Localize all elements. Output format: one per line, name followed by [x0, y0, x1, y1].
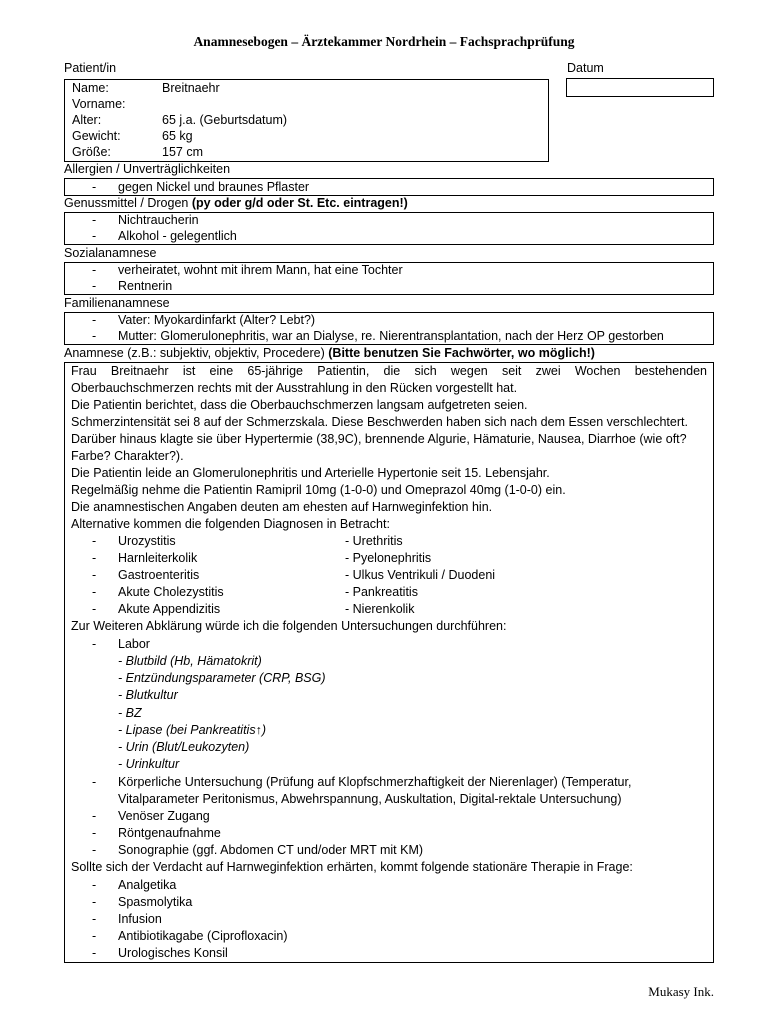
dash: - — [92, 551, 97, 565]
dash: - — [92, 775, 97, 789]
labor-subitem: - Urinkultur — [118, 757, 180, 771]
dash: - — [92, 329, 97, 343]
patient-label: Patient/in — [64, 61, 117, 75]
diff-right-item: - Urethritis — [345, 534, 403, 548]
family-item: Vater: Myokardinfarkt (Alter? Lebt?) — [118, 313, 316, 327]
anamnesis-line: Die Patientin berichtet, dass die Oberbauchschmerzen langsam aufgetreten seien. — [71, 398, 528, 412]
anamnesis-line: Farbe? Charakter?). — [71, 449, 184, 463]
anamnesis-line: Darüber hinaus klagte sie über Hypertermie (38,9C), brennende Algurie, Hämaturie, Nausea, Diarrhoe (wie oft? — [71, 432, 687, 446]
page-title: Anamnesebogen – Ärztekammer Nordrhein – Fachsprachprüfung — [193, 34, 575, 49]
therapy-item: Antibiotikagabe (Ciprofloxacin) — [118, 929, 288, 943]
age-label: Alter: — [72, 113, 102, 127]
diff-right-item: - Pankreatitis — [345, 585, 418, 599]
allergy-item: gegen Nickel und braunes Pflaster — [118, 180, 310, 194]
dash: - — [92, 263, 97, 277]
diff-right-item: - Pyelonephritis — [345, 551, 432, 565]
labor-subitem: - Entzündungsparameter (CRP, BSG) — [118, 671, 326, 685]
diff-left-item: Gastroenteritis — [118, 568, 200, 582]
labor-subitem: - BZ — [118, 706, 142, 720]
family-label: Familienanamnese — [64, 296, 170, 310]
anamnesis-heading — [64, 346, 595, 360]
dash: - — [92, 568, 97, 582]
labor-item: Labor — [118, 637, 150, 651]
anamnesis-line: Die Patientin leide an Glomerulonephritis und Arterielle Hypertonie seit 15. Lebensjahr. — [71, 466, 550, 480]
exam-item: Körperliche Untersuchung (Prüfung auf Klopfschmerzhaftigkeit der Nierenlager) (Temperatur, — [118, 775, 632, 789]
anamnesis-hint: (z.B.: subjektiv, objektiv, Procedere) — [127, 346, 325, 360]
stimulants-box — [64, 212, 714, 245]
diff-right-item: - Ulkus Ventrikuli / Duodeni — [345, 568, 496, 582]
social-item: Rentnerin — [118, 279, 173, 293]
stimulants-heading — [64, 196, 408, 210]
dash: - — [92, 229, 97, 243]
age-value: 65 j.a. (Geburtsdatum) — [162, 113, 288, 127]
dash: - — [92, 313, 97, 327]
therapy-item: Analgetika — [118, 878, 177, 892]
anamnesis-box — [64, 362, 714, 963]
dash: - — [92, 826, 97, 840]
diff-left-item: Urozystitis — [118, 534, 176, 548]
height-label: Größe: — [72, 145, 111, 159]
date-field[interactable] — [566, 78, 714, 97]
exam-intro: Zur Weiteren Abklärung würde ich die folgenden Untersuchungen durchführen: — [71, 619, 507, 633]
social-label: Sozialanamnese — [64, 246, 157, 260]
exam-item-cont: Vitalparameter Peritonismus, Abwehrspannung, Auskultation, Digital-rektale Untersuchung) — [118, 792, 622, 806]
labor-subitem: - Blutkultur — [118, 688, 178, 702]
anamnesis-line: Regelmäßig nehme die Patientin Ramipril 10mg (1-0-0) und Omeprazol 40mg (1-0-0) ein. — [71, 483, 566, 497]
diff-right-item: - Nierenkolik — [345, 602, 415, 616]
anamnesis-line: Die anamnestischen Angaben deuten am ehesten auf Harnweginfektion hin. — [71, 500, 493, 514]
anamnesis-line: Schmerzintensität sei 8 auf der Schmerzskala. Diese Beschwerden haben sich nach dem Essen verschlechtert. — [71, 415, 688, 429]
labor-subitem: - Urin (Blut/Leukozyten) — [118, 740, 250, 754]
stimulants-hint: (py oder g/d oder St. Etc. eintragen!) — [191, 196, 408, 210]
dash: - — [92, 843, 97, 857]
therapy-item: Infusion — [118, 912, 162, 926]
dash: - — [92, 878, 97, 892]
dash: - — [92, 946, 97, 960]
anamnesis-line: Frau Breitnaehr ist eine 65-jährige Patientin, die sich wegen seit zwei Wochen bestehenden — [71, 364, 707, 378]
height-value: 157 cm — [162, 145, 203, 159]
dash: - — [92, 585, 97, 599]
stimulant-item: Nichtraucherin — [118, 213, 199, 227]
diff-left-item: Akute Appendizitis — [118, 602, 221, 616]
dash: - — [92, 637, 97, 651]
firstname-label: Vorname: — [72, 97, 126, 111]
social-item: verheiratet, wohnt mit ihrem Mann, hat eine Tochter — [118, 263, 403, 277]
dash: - — [92, 912, 97, 926]
stimulant-item: Alkohol - gelegentlich — [118, 229, 237, 243]
labor-subitem: - Lipase (bei Pankreatitis↑) — [118, 723, 266, 737]
name-value: Breitnaehr — [162, 81, 220, 95]
labor-subitem: - Blutbild (Hb, Hämatokrit) — [118, 654, 262, 668]
dash: - — [92, 534, 97, 548]
allergies-box — [64, 178, 714, 196]
dash: - — [92, 213, 97, 227]
dash: - — [92, 929, 97, 943]
differential-intro: Alternative kommen die folgenden Diagnosen in Betracht: — [71, 517, 390, 531]
weight-value: 65 kg — [162, 129, 193, 143]
exam-item: Röntgenaufnahme — [118, 826, 221, 840]
stimulants-label: Genussmittel / Drogen — [64, 196, 189, 210]
anamnesis-line: Oberbauchschmerzen rechts mit der Ausstrahlung in den Rücken vorgestellt hat. — [71, 381, 518, 395]
date-label: Datum — [567, 61, 604, 75]
therapy-intro: Sollte sich der Verdacht auf Harnweginfektion erhärten, kommt folgende stationäre Therapie in Frage: — [71, 860, 633, 874]
diff-left-item: Akute Cholezystitis — [118, 585, 224, 599]
anamnesis-label: Anamnese — [64, 346, 124, 360]
dash: - — [92, 180, 97, 194]
exam-item: Sonographie (ggf. Abdomen CT und/oder MRT mit KM) — [118, 843, 424, 857]
dash: - — [92, 602, 97, 616]
name-label: Name: — [72, 81, 109, 95]
therapy-item: Urologisches Konsil — [118, 946, 228, 960]
dash: - — [92, 895, 97, 909]
diff-left-item: Harnleiterkolik — [118, 551, 198, 565]
dash: - — [92, 279, 97, 293]
patient-box — [64, 79, 549, 162]
family-box — [64, 312, 714, 345]
weight-label: Gewicht: — [72, 129, 121, 143]
family-item: Mutter: Glomerulonephritis, war an Dialyse, re. Nierentransplantation, nach der Herz OP gestorben — [118, 329, 664, 343]
therapy-item: Spasmolytika — [118, 895, 193, 909]
allergies-label: Allergien / Unverträglichkeiten — [64, 162, 231, 176]
signature: Mukasy Ink. — [648, 984, 714, 999]
dash: - — [92, 809, 97, 823]
social-box — [64, 262, 714, 295]
exam-item: Venöser Zugang — [118, 809, 210, 823]
anamnesis-note: (Bitte benutzen Sie Fachwörter, wo möglich!) — [328, 346, 595, 360]
